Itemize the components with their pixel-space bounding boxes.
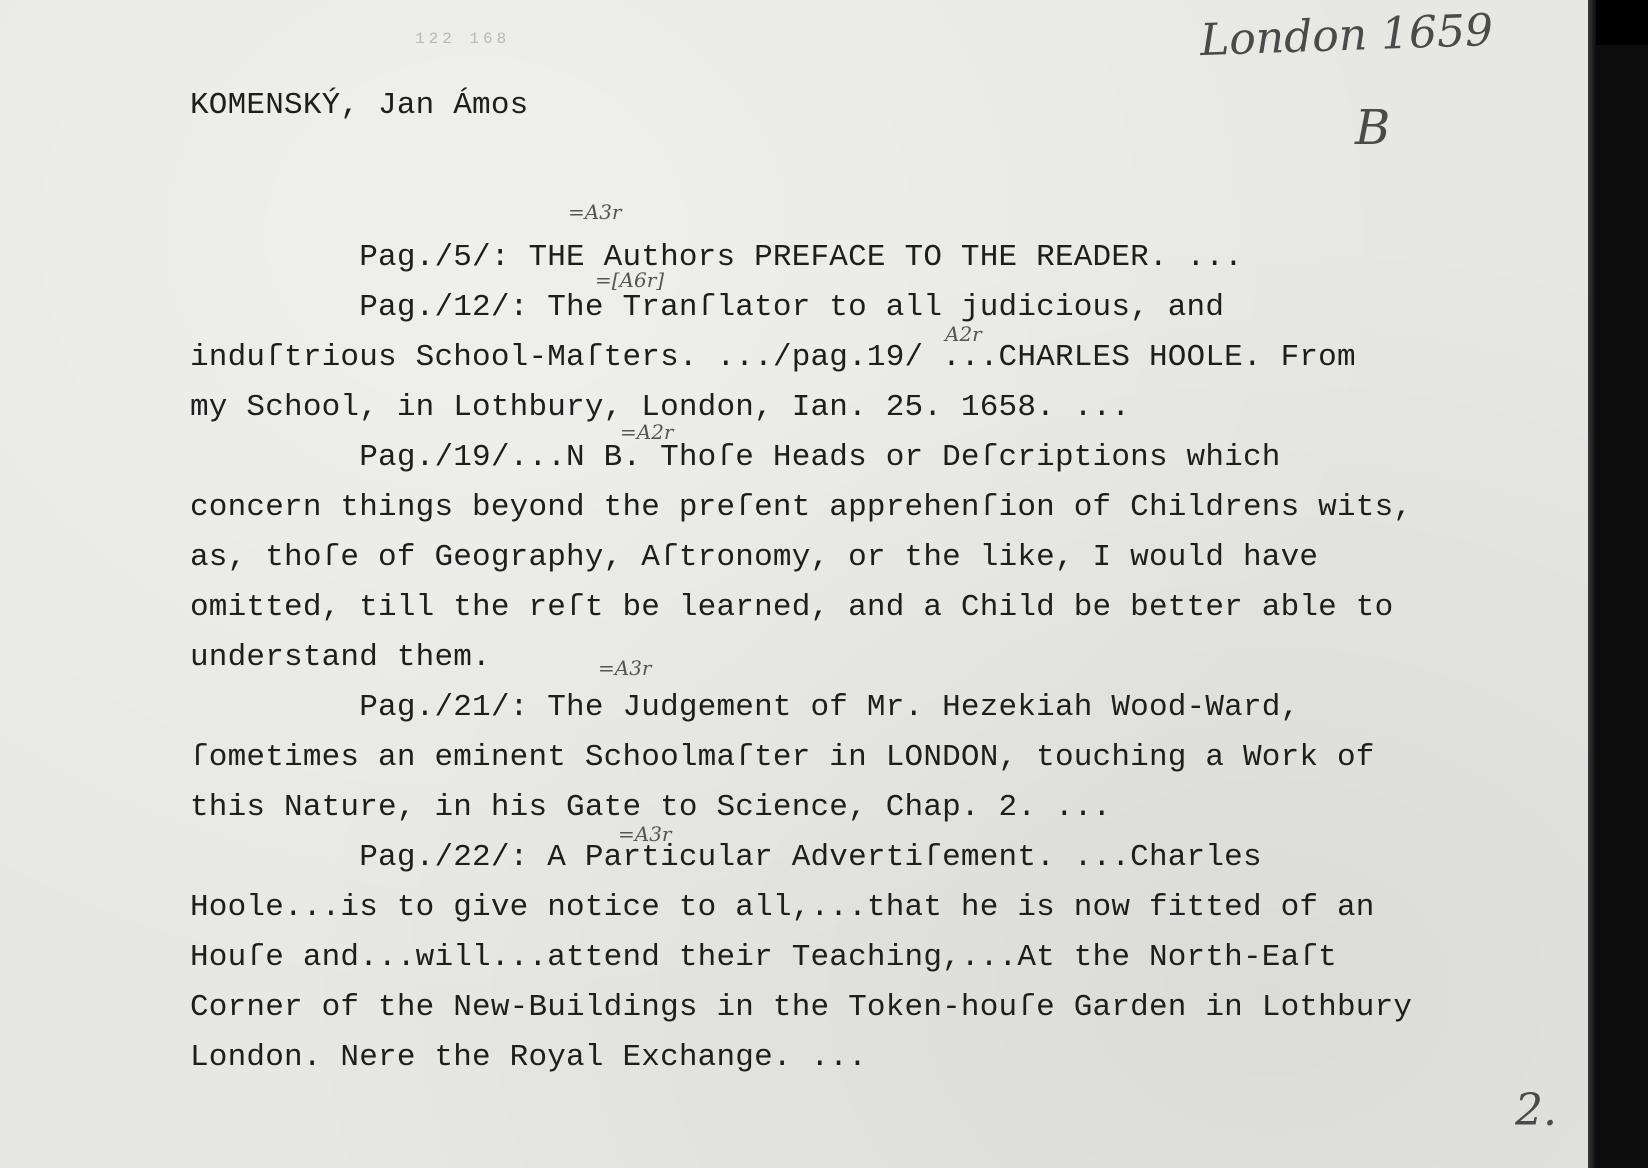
handwritten-page-number: 2. <box>1515 1085 1557 1136</box>
text-line: as, thoſe of Geography, Aſtronomy, or the like, I would have <box>190 540 1319 575</box>
handwritten-letter: B <box>1355 100 1391 156</box>
scan-border-band <box>1596 0 1648 45</box>
text-line: London. Nere the Royal Exchange. ... <box>190 1040 867 1075</box>
text-line: Corner of the New-Buildings in the Token-houſe Garden in Lothbury <box>190 990 1413 1025</box>
text-line: Pag./5/: THE Authors PREFACE TO THE READER. ... <box>190 240 1243 275</box>
text-line: this Nature, in his Gate to Science, Chap. 2. ... <box>190 790 1112 825</box>
text-line: ſometimes an eminent Schoolmaſter in LONDON, touching a Work of <box>190 740 1375 775</box>
margin-note: =A3r <box>568 200 622 224</box>
margin-note: =A2r <box>620 420 674 444</box>
handwritten-city-date: London 1659 <box>1199 4 1494 67</box>
text-line: Pag./22/: A Particular Advertiſement. ...Charles <box>190 840 1262 875</box>
faint-stamp: 122 168 <box>415 30 511 48</box>
card-heading: KOMENSKÝ, Jan Ámos <box>190 88 529 123</box>
margin-note: A2r <box>945 322 982 346</box>
text-line: concern things beyond the preſent apprehenſion of Childrens wits, <box>190 490 1413 525</box>
text-line: Pag./19/...N B. Thoſe Heads or Deſcriptions which <box>190 440 1281 475</box>
margin-note: =[A6r] <box>595 268 665 292</box>
margin-note: =A3r <box>598 656 652 680</box>
text-line: Houſe and...will...attend their Teaching,...At the North-Eaſt <box>190 940 1337 975</box>
text-line: my School, in Lothbury, London, Ian. 25. 1658. ... <box>190 390 1131 425</box>
text-line: Pag./12/: The Tranſlator to all judicious, and <box>190 290 1225 325</box>
text-line: understand them. <box>190 640 491 675</box>
scan-border <box>1588 0 1648 1168</box>
text-line: Hoole...is to give notice to all,...that he is now fitted of an <box>190 890 1375 925</box>
text-line: Pag./21/: The Judgement of Mr. Hezekiah Wood-Ward, <box>190 690 1300 725</box>
text-line: omitted, till the reſt be learned, and a Child be better able to <box>190 590 1394 625</box>
margin-note: =A3r <box>618 822 672 846</box>
text-line: induſtrious School-Maſters. .../pag.19/ ...CHARLES HOOLE. From <box>190 340 1356 375</box>
